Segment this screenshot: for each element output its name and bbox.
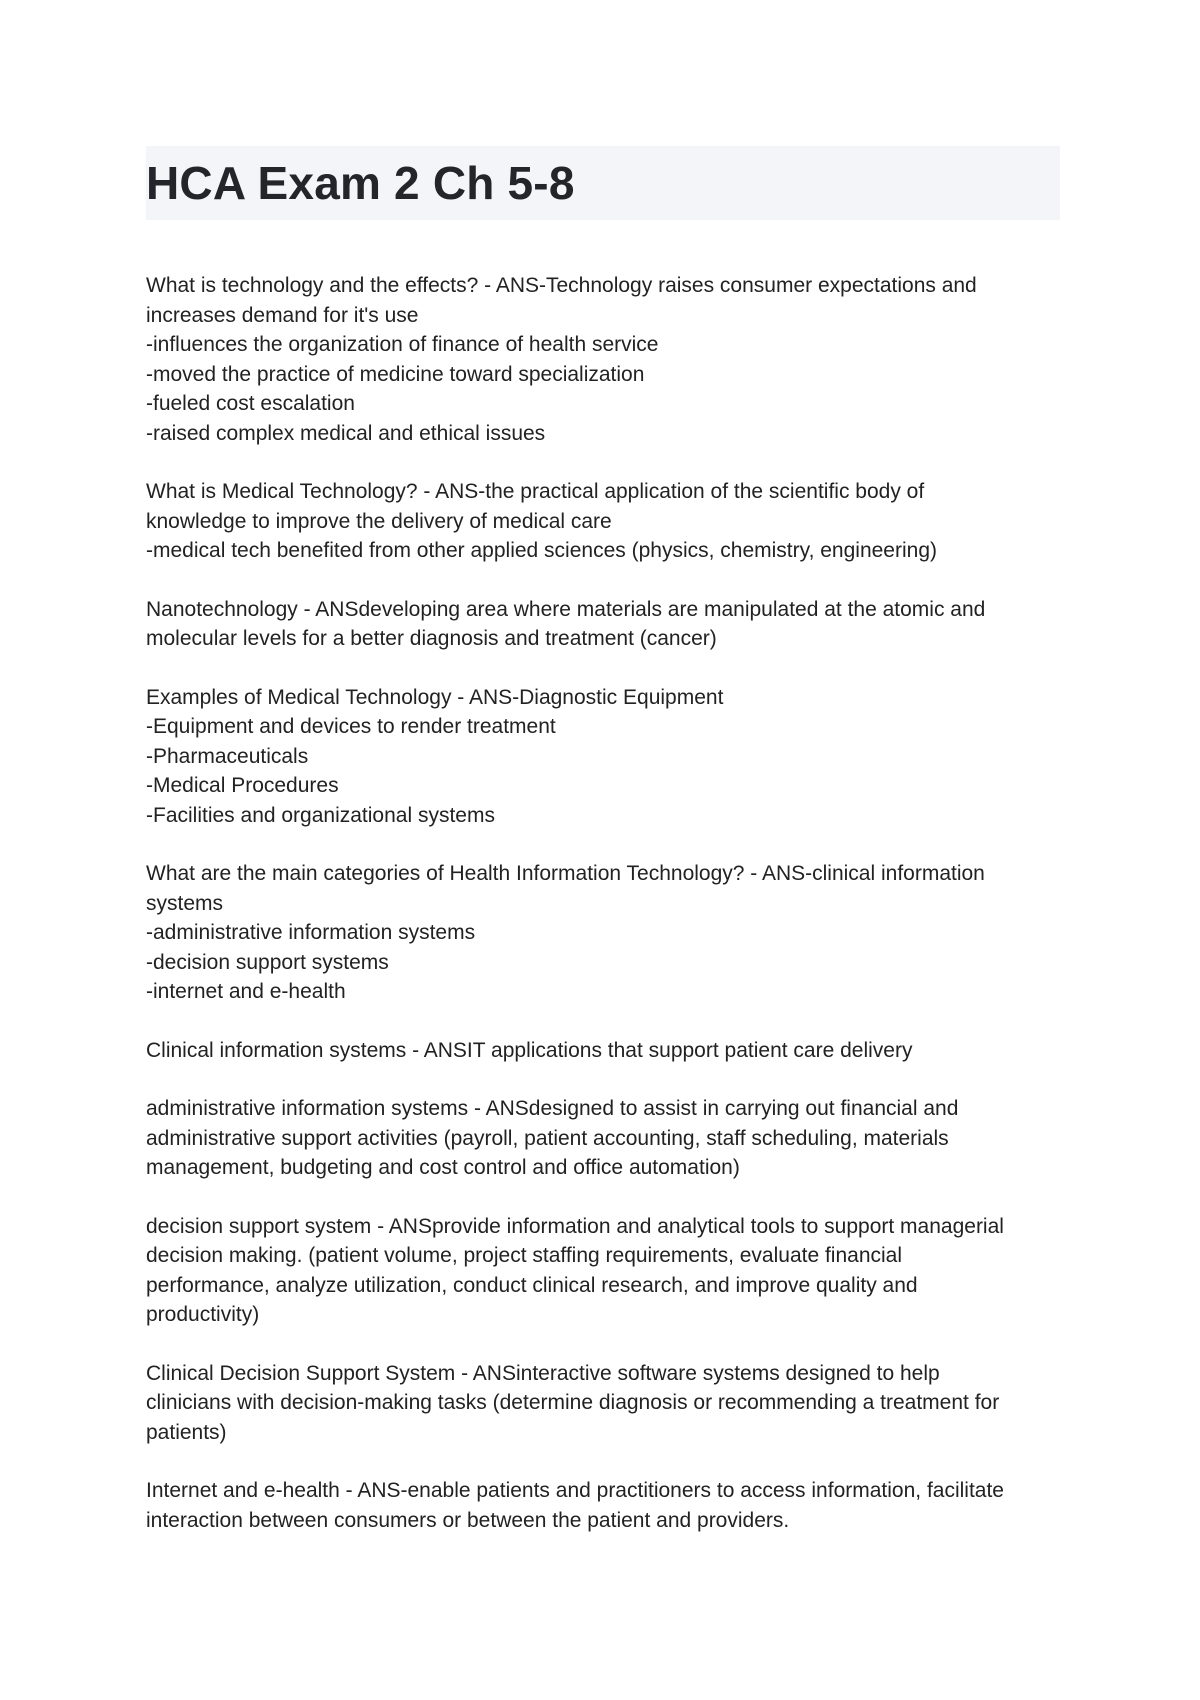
entry-line: -decision support systems <box>146 950 389 974</box>
entry-line: What are the main categories of Health Information Technology? - ANS-clinical information <box>146 862 985 885</box>
entry-line: Nanotechnology - ANSdeveloping area where materials are manipulated at the atomic and <box>146 597 986 621</box>
qa-entry <box>146 1359 1066 1448</box>
qa-entry <box>146 1476 1066 1535</box>
entry-line: administrative support activities (payroll, patient accounting, staff scheduling, materials <box>146 1126 949 1150</box>
qa-entry <box>146 595 1066 654</box>
entry-line: Clinical information systems - ANSIT applications that support patient care delivery <box>146 1038 913 1062</box>
entry-line: performance, analyze utilization, conduct clinical research, and improve quality and <box>146 1273 918 1297</box>
entry-line: -administrative information systems <box>146 921 476 944</box>
entry-line: Clinical Decision Support System - ANSinteractive software systems designed to help <box>146 1361 940 1385</box>
entry-line: -influences the organization of finance of health service <box>146 333 659 356</box>
document-body <box>146 271 1066 1564</box>
entry-line: productivity) <box>146 1303 260 1326</box>
entry-line: administrative information systems - ANSdesigned to assist in carrying out financial and <box>146 1097 959 1120</box>
qa-entry <box>146 683 1066 831</box>
entry-line: -medical tech benefited from other applied sciences (physics, chemistry, engineering) <box>146 539 937 562</box>
entry-line: What is Medical Technology? - ANS-the practical application of the scientific body of <box>146 480 925 503</box>
entry-line: knowledge to improve the delivery of medical care <box>146 509 612 533</box>
entry-line: decision support system - ANSprovide information and analytical tools to support managerial <box>146 1214 1004 1238</box>
entry-line: patients) <box>146 1420 227 1444</box>
entry-line: decision making. (patient volume, project staffing requirements, evaluate financial <box>146 1244 903 1267</box>
entry-line: -internet and e-health <box>146 980 346 1003</box>
entry-line: -raised complex medical and ethical issues <box>146 421 546 445</box>
qa-entry <box>146 859 1066 1007</box>
entry-line: Internet and e-health - ANS-enable patients and practitioners to access information, facilitate <box>146 1479 1004 1502</box>
qa-entry <box>146 1094 1066 1183</box>
entry-line: -Medical Procedures <box>146 774 339 797</box>
entry-line: management, budgeting and cost control and office automation) <box>146 1156 740 1179</box>
entry-line: molecular levels for a better diagnosis and treatment (cancer) <box>146 627 717 650</box>
entry-line: systems <box>146 891 224 915</box>
document-title: HCA Exam 2 Ch 5-8 <box>146 157 575 209</box>
qa-entry <box>146 271 1066 448</box>
entry-line: Examples of Medical Technology - ANS-Diagnostic Equipment <box>146 685 724 709</box>
qa-entry <box>146 477 1066 566</box>
entry-line: -fueled cost escalation <box>146 392 355 415</box>
entry-line: -Facilities and organizational systems <box>146 803 495 827</box>
entry-line: interaction between consumers or between the patient and providers. <box>146 1508 790 1532</box>
entry-line: increases demand for it's use <box>146 303 419 327</box>
qa-entry <box>146 1036 1066 1066</box>
entry-line: What is technology and the effects? - ANS-Technology raises consumer expectations and <box>146 274 977 297</box>
qa-entry <box>146 1212 1066 1330</box>
entry-line: clinicians with decision-making tasks (determine diagnosis or recommending a treatment for <box>146 1391 1000 1414</box>
entry-line: -Equipment and devices to render treatment <box>146 715 556 738</box>
entry-line: -Pharmaceuticals <box>146 744 309 768</box>
entry-line: -moved the practice of medicine toward specialization <box>146 362 645 386</box>
